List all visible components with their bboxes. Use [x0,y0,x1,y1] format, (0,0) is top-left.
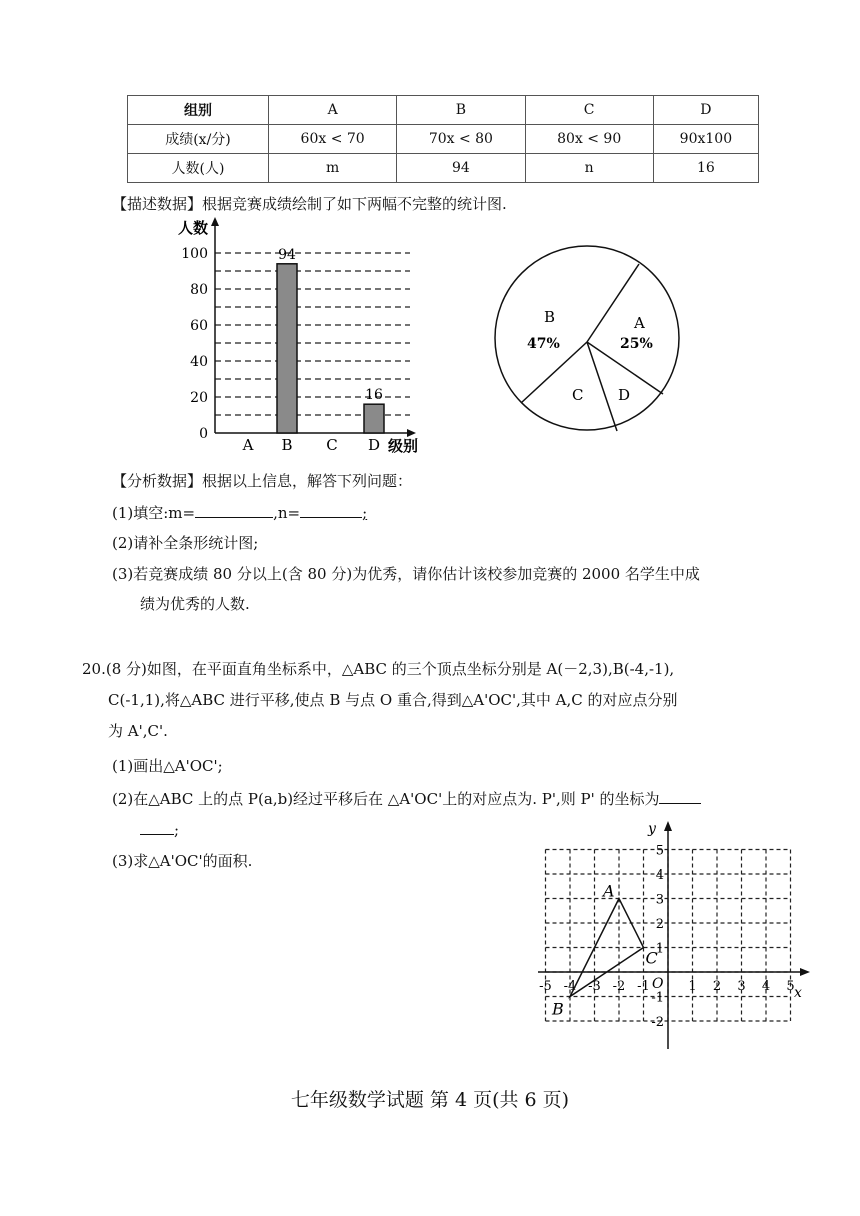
problem-20-line-2: C(-1,1),将△ABC 进行平移,使点 B 与点 O 重合,得到△A'OC',其中 A,C 的对应点分别 [108,691,678,709]
table-cell: 70x < 80 [397,125,525,154]
grid-x-tick: 4 [761,979,771,994]
bar-data-label: 94 [278,246,296,263]
analyze-intro: 【分析数据】根据以上信息，解答下列问题： [112,472,413,490]
origin-label: O [652,976,664,992]
pie-slice-c-name: C [572,386,584,404]
page-footer: 七年级数学试题 第 4 页(共 6 页) [290,1089,570,1111]
vertex-label-a: A [603,881,615,901]
q1-prefix: (1)填空:m= [112,504,196,522]
problem-20-line-3: 为 A',C'. [108,722,168,740]
pie-slice-b-name: B [544,308,556,326]
table-row [128,125,759,154]
pie-divider-c-d [587,342,617,431]
y-axis-arrow [211,217,219,226]
grid-x-tick: -1 [637,979,650,994]
q1-end: ; [362,504,368,522]
q1-mid: ,n= [273,504,301,522]
x-tick-label: C [326,436,338,454]
x-axis-arrow [407,429,416,437]
table-cell: n [525,154,653,183]
bar-data-label: 16 [365,387,383,404]
grid-x-tick: 1 [688,979,697,994]
q2-text: (2)在△ABC 上的点 P(a,b)经过平移后在 △A'OC'上的对应点为. P',则 P' 的坐标为 [112,790,660,808]
question-1 [112,501,367,524]
grid-x-tick: -3 [588,979,601,994]
table-cell: m [269,154,397,183]
pie-slice-a-label: 25% [620,336,653,352]
problem-20-q3: (3)求△A'OC'的面积. [112,852,253,870]
grid-y-tick: -1 [651,990,664,1006]
bar-d [364,404,384,433]
describe-text: 【描述数据】根据竞赛成绩绘制了如下两幅不完整的统计图. [112,195,507,213]
m-answer-blank[interactable] [195,501,273,518]
grid-y-tick: 5 [655,843,664,859]
grid-y-tick: 1 [655,941,664,957]
y-axis-label: 人数 [178,219,209,237]
grid-x-tick: -5 [539,979,552,994]
vertex-label-b: B [552,999,564,1019]
table-header-row [128,96,759,125]
grid-y-tick: 4 [655,868,664,883]
x-tick-labels [242,436,380,454]
x-tick-label: A [242,436,254,454]
grid-x-axis-arrow [800,968,810,976]
table-cell: 人数(人) [128,154,269,183]
vertex-label-c: C [645,948,658,968]
y-tick-label: 0 [199,426,208,442]
table-row [128,154,759,183]
grid-y-axis-arrow [664,821,672,831]
x-tick-label: D [367,436,381,454]
problem-20-q1: (1)画出△A'OC'; [112,757,223,775]
grid-y-tick-labels [651,844,664,1031]
grid-x-tick: -4 [563,979,577,994]
n-answer-blank[interactable] [300,501,362,518]
grade-table [127,95,759,183]
y-tick-labels [181,246,208,442]
table-header-cell: 组别 [128,96,269,125]
table-header-cell: C [525,96,653,125]
bar-marks [277,247,384,433]
y-tick-label: 20 [190,390,208,406]
pie-slice-a-name: A [634,314,645,332]
question-2: (2)请补全条形统计图; [112,534,259,552]
pie-divider-a-b [587,264,639,342]
y-tick-label: 40 [190,354,208,370]
problem-20-q2-line-1 [112,787,701,810]
table-header-cell: D [653,96,758,125]
table-cell: 94 [397,154,525,183]
x-axis-label: 级别 [388,437,419,455]
grid-y-label: y [648,821,656,837]
question-3-line-2: 绩为优秀的人数. [140,595,250,613]
p-prime-answer-blank-start[interactable] [659,787,701,804]
pie-slice-b-label: 47% [527,336,560,352]
table-cell: 60x < 70 [269,125,397,154]
grid-x-tick: 5 [786,979,795,994]
table-cell: 16 [653,154,758,183]
pie-slice-d-name: D [618,386,631,404]
q2-end: ; [174,821,180,839]
table-header-cell: A [269,96,397,125]
triangle-vertex-labels [551,882,658,1019]
coordinate-grid [530,815,820,1055]
grid-x-tick: -2 [612,979,626,994]
grid-x-tick: 2 [712,979,722,994]
question-3-line-1: (3)若竞赛成绩 80 分以上(含 80 分)为优秀，请你估计该校参加竞赛的 2000 名学生中成 [112,565,700,583]
grid-x-label: x [794,985,802,1001]
pie-chart [492,238,692,438]
p-prime-answer-blank-end[interactable] [140,818,174,835]
table-cell: 90x100 [653,125,758,154]
grid-y-tick: 2 [655,917,664,932]
grid-y-tick: 3 [655,892,664,908]
problem-20-line-1: 20.(8 分)如图，在平面直角坐标系中，△ABC 的三个顶点坐标分别是 A(－2,3),B(-4,-1), [82,660,675,678]
y-tick-label: 60 [190,318,208,334]
x-tick-label: B [281,436,293,454]
bar-chart [170,215,440,455]
problem-20-q2-line-2 [140,818,179,841]
grid-y-tick: -2 [651,1015,664,1030]
bar-b [277,264,297,433]
y-tick-label: 100 [181,246,208,262]
table-cell: 80x < 90 [525,125,653,154]
table-cell: 成绩(x/分) [128,125,269,154]
y-tick-label: 80 [190,282,208,298]
table-header-cell: B [397,96,525,125]
grid-x-tick: 3 [737,979,746,994]
